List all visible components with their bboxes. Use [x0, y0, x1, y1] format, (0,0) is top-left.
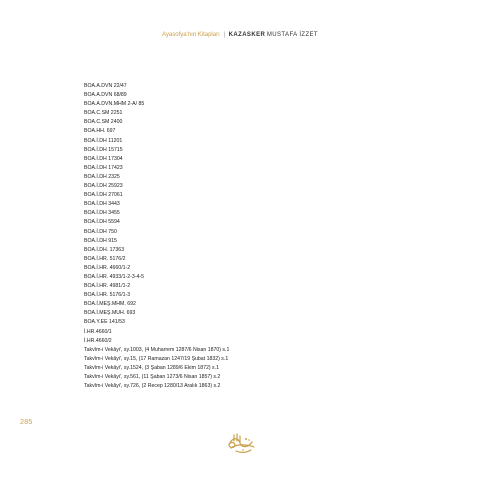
tughra-seal-icon: [226, 431, 258, 455]
reference-item: İ.HR.4660/1: [84, 328, 112, 335]
reference-item: Takvîm-i Vekâyi', sy.561, (11 Şaban 1273/6 Nisan 1857) s.2: [84, 374, 221, 380]
reference-item: BOA.İ.HR. 5176/1-3: [84, 292, 131, 299]
running-header: [0, 31, 480, 39]
reference-item: BOA.İ.DH. 17363: [84, 246, 125, 253]
reference-item: Takvîm-i Vekâyi', sy.1003, (4 Muharrem 1287/6 Nisan 1870) s.1: [84, 346, 230, 353]
book-series-title: Ayasofya'nın Kitapları: [162, 32, 220, 38]
reference-item: BOA.İ.DH 15715: [84, 146, 123, 153]
reference-item: BOA.C.SM 2400: [84, 119, 123, 126]
reference-item: BOA.İ.MEŞ.MHM. 692: [84, 301, 136, 308]
reference-item: BOA.A.DVN 22/47: [84, 83, 127, 89]
reference-item: BOA.İ.MEŞ.MUH. 693: [84, 310, 136, 317]
reference-item: Takvîm-i Vekâyi', sy.726, (2 Recep 1280/13 Aralık 1863) s.2: [84, 383, 221, 390]
reference-item: BOA.İ.DH 17304: [84, 155, 123, 162]
page-number: 285: [20, 419, 33, 426]
reference-item: BOA.C.SM 2251: [84, 110, 123, 117]
reference-item: İ.HR.4660/2: [84, 337, 112, 344]
reference-item: BOA.A.DVN.MHM 2-A/ 85: [84, 101, 145, 108]
reference-item: BOA.Y.EE 141/53: [84, 319, 125, 326]
header-name: MUSTAFA İZZET: [266, 32, 318, 38]
reference-item: Takvîm-i Vekâyi', sy.15, (17 Ramazan 1247/19 Şubat 1832) s.1: [84, 355, 229, 362]
reference-item: BOA.İ.DH 25923: [84, 183, 123, 190]
reference-list: [84, 82, 229, 391]
header-separator: |: [223, 32, 225, 38]
reference-item: BOA.İ.DH 17423: [84, 164, 123, 171]
reference-item: BOA.İ.DH 2325: [84, 173, 120, 180]
reference-item: BOA.İ.HR. 5176/2: [84, 255, 126, 262]
reference-item: BOA.HH. 697: [84, 128, 116, 135]
reference-item: BOA.İ.DH 27061: [84, 192, 123, 199]
reference-item: BOA.İ.DH 750: [84, 228, 117, 235]
reference-item: BOA.İ.DH 3455: [84, 210, 120, 217]
reference-item: BOA.İ.DH 11201: [84, 137, 123, 144]
reference-item: BOA.İ.HR. 4660/1-2: [84, 264, 131, 271]
reference-item: BOA.İ.HR. 4933/1-2-3-4-5: [84, 273, 144, 280]
reference-item: Takvîm-i Vekâyi', sy.1524, (3 Şaban 1289/6 Ekim 1872) s.1: [84, 364, 219, 371]
reference-item: BOA.İ.DH 3443: [84, 201, 120, 208]
reference-item: BOA.İ.DH 5594: [84, 219, 120, 226]
header-title: KAZASKER: [228, 32, 266, 38]
reference-item: BOA.A.DVN 68/89: [84, 92, 127, 99]
reference-item: BOA.İ.DH 915: [84, 237, 117, 244]
reference-item: BOA.İ.HR. 4981/1-2: [84, 283, 131, 290]
